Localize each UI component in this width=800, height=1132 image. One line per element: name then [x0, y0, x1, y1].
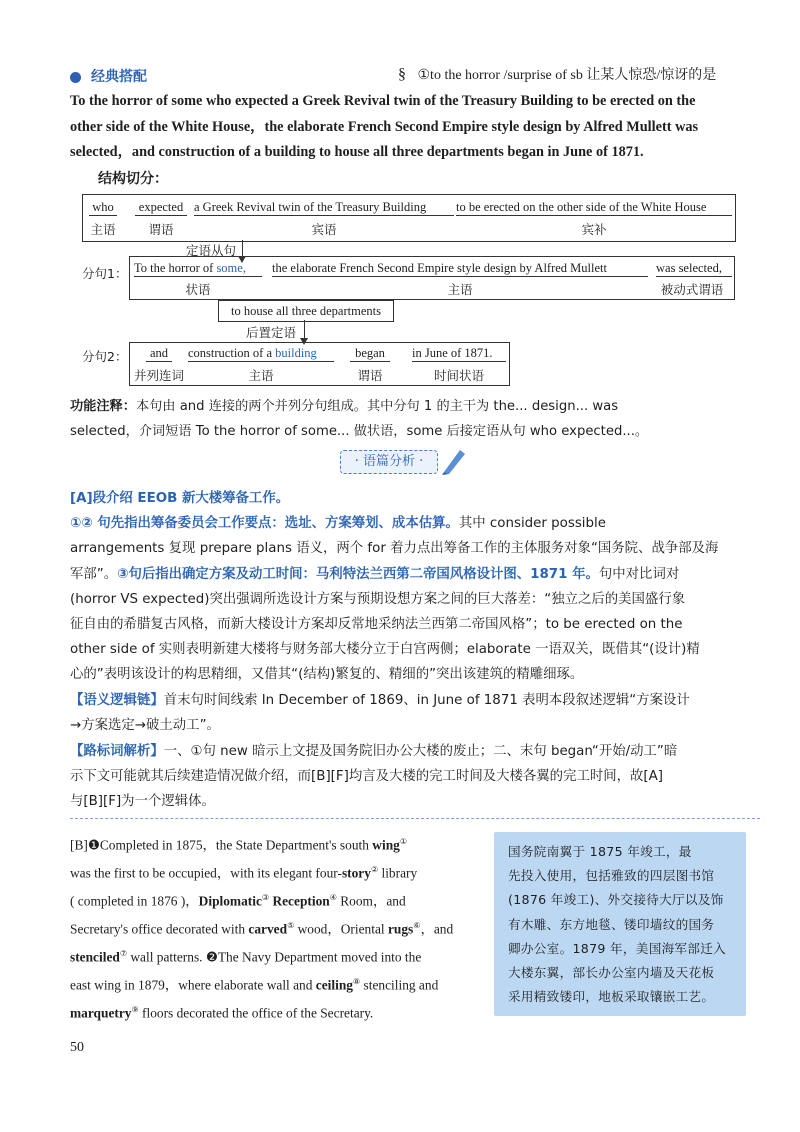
signpost-analysis	[70, 739, 760, 815]
row3-subject-role: 主语	[248, 368, 274, 383]
para-b-text: Room，and	[336, 893, 406, 909]
row3-building: building	[275, 346, 317, 360]
page-number: 50	[70, 1040, 84, 1055]
logic-chain-label: 【语义逻辑链】	[70, 693, 164, 708]
logic-chain-text: →方案选定→破土动工”。	[70, 718, 220, 734]
postpos-arrow-line	[304, 320, 305, 340]
bullet-dot-icon	[70, 72, 81, 83]
para-b-text: Completed in 1875，the State Department's south	[99, 837, 373, 853]
row1-expected: expected	[135, 200, 187, 216]
signpost-text: 一、①句 new 暗示上文提及国务院旧办公大楼的废止；二、末句 began“开始/动工”暗	[163, 744, 678, 759]
translation-line: (1876 年竣工)、外交接待大厅以及饰	[508, 892, 724, 908]
vocab-stenciled: stenciled	[70, 949, 120, 965]
signpost-text: 示下文可能就其后续建造情况做介绍，而[B][F]均言及大楼的完工时间及大楼各翼的完工时间，故[A]	[70, 769, 664, 785]
analysis-badge: · 语篇分析 ·	[340, 450, 438, 474]
row3-conj-role: 并列连词	[133, 368, 184, 383]
postpos-tag: 后置定语	[246, 325, 297, 340]
para-a-text: 军部”。	[70, 566, 118, 582]
row2-adverbial	[134, 261, 262, 277]
row2-adverbial-role: 状语	[185, 282, 211, 297]
vocab-number: ⑦	[119, 949, 128, 959]
main-sentence	[70, 89, 760, 166]
para-b-text: floors decorated the office of the Secretary.	[138, 1005, 374, 1021]
para-b-marker: [B]	[70, 837, 88, 853]
translation-line: 先投入使用，包括雅致的四层图书馆	[508, 868, 715, 884]
function-note-line: 本句由 and 连接的两个并列分句组成。其中分句 1 的主干为 the... design... was	[135, 399, 619, 414]
para-b-text: The Navy Department moved into the	[217, 949, 422, 965]
infinitive-box: to house all three departments	[218, 300, 394, 322]
vocab-number: ⑨	[131, 1005, 139, 1015]
sentence-2-icon: ❷	[205, 949, 218, 965]
row3-conj: and	[146, 346, 172, 362]
para-a-title: [A]段介绍 EEOB 新大楼筹备工作。	[70, 491, 290, 506]
para-a-text: (horror VS expected)突出强调所选设计方案与预期设想方案之间的巨大落差：“独立之后的美国盛行象	[70, 591, 686, 607]
vocab-story: story	[341, 865, 371, 881]
section-label: 经典搭配	[91, 69, 147, 85]
translation-line: 有木雕、东方地毯、镂印墙纹的国务	[508, 916, 715, 932]
para-b-text: ，and	[420, 921, 454, 937]
main-sentence-line: other side of the White House，the elaborate French Second Empire style design by Alfred Mullett was	[70, 118, 699, 135]
vocab-number: ⑤	[287, 921, 295, 931]
para-a-text: 心的”表明该设计的构思精细，又借其“(结构)繁复的、精细的”突出该建筑的精雕细琢。	[70, 667, 584, 683]
row3-verb: began	[350, 346, 390, 362]
row1-who-role: 主语	[90, 222, 116, 237]
clause1-label: 分句1：	[82, 266, 128, 281]
vocab-ceiling: ceiling	[315, 977, 353, 993]
para-a-text: other side of 实则表明新建大楼将与财务部大楼分立于白宫两侧；elaborate 一语双关，既借其“(设计)精	[70, 642, 700, 658]
clause-arrow-line	[242, 240, 243, 257]
main-sentence-line: selected，and construction of a building to house all three departments began in June of 1871.	[70, 144, 644, 160]
para-b	[70, 830, 482, 1026]
row1-who: who	[89, 200, 117, 216]
row1-expected-role: 谓语	[148, 222, 174, 237]
para-a-analysis	[70, 486, 760, 688]
row2-subject-role: 主语	[447, 282, 473, 297]
vocab-diplomatic: Diplomatic	[198, 893, 262, 909]
vocab-rugs: rugs	[387, 921, 414, 937]
para-a-text: arrangements 复现 prepare plans 语义，两个 for 着力点出筹备工作的主体服务对象“国务院、战争部及海	[70, 541, 719, 557]
row1-complement: to be erected on the other side of the White House	[456, 200, 732, 216]
para-b-text: ( completed in 1876 )，	[70, 893, 199, 909]
para-b-text: stenciling and	[360, 977, 439, 993]
para-a-highlight-2: ③句后指出确定方案及动工时间：马利特法兰西第二帝国风格设计图、1871 年。	[117, 566, 599, 582]
function-note	[70, 394, 760, 444]
signpost-label: 【路标词解析】	[70, 744, 164, 759]
row3-verb-role: 谓语	[357, 368, 383, 383]
para-a-highlight-1: ①② 句先指出筹备委员会工作要点：选址、方案筹划、成本估算。	[70, 516, 459, 532]
vocab-number: ⑥	[413, 921, 421, 931]
row3-subject-text: construction of a	[188, 346, 276, 360]
structure-heading: 结构切分：	[98, 171, 168, 187]
vocab-number: ③	[261, 893, 270, 903]
vocab-wing: wing	[372, 837, 400, 853]
vocab-number: ④	[329, 893, 337, 903]
function-note-line: selected，介词短语 To the horror of some... 做状语，some 后接定语从句 who expected...。	[70, 424, 649, 439]
translation-box	[494, 832, 746, 1016]
sentence-1-icon: ❶	[87, 837, 100, 853]
vocab-number: ②	[370, 865, 379, 875]
row1-object-role: 宾语	[311, 222, 337, 237]
vocab-carved: carved	[248, 921, 288, 937]
phrase-note-text: ①to the horror /surprise of sb 让某人惊恐/惊讶的是	[417, 68, 717, 83]
row3-time-role: 时间状语	[433, 368, 484, 383]
row2-some: some,	[216, 261, 246, 275]
clause2-label: 分句2：	[82, 349, 128, 364]
clause-tag: 定语从句	[186, 243, 237, 258]
logic-chain-text: 首末句时间线索 In December of 1869、in June of 1871 表明本段叙述逻辑“方案设计	[163, 693, 690, 708]
main-sentence-line: To the horror of some who expected a Greek Revival twin of the Treasury Building to be erected on the	[70, 93, 696, 109]
para-a-text: 句中对比词对	[598, 566, 680, 582]
section-sign-icon: §	[398, 66, 406, 83]
vocab-reception: Reception	[272, 893, 330, 909]
function-note-label: 功能注释：	[70, 399, 136, 414]
para-b-text: was the first to be occupied，with its elegant four-	[70, 865, 342, 881]
section-header	[70, 66, 147, 86]
row2-verb-role: 被动式谓语	[660, 282, 724, 297]
para-b-text: Secretary's office decorated with	[70, 921, 249, 937]
para-a-text: 征自由的希腊复古风格，而新大楼设计方案却反常地采纳法兰西第二帝国风格”；to be erected on the	[70, 617, 683, 633]
section-divider	[70, 818, 760, 819]
translation-line: 大楼东翼，部长办公室内墙及天花板	[508, 965, 715, 981]
translation-line: 采用精致镂印，地板采取镶嵌工艺。	[508, 989, 715, 1005]
para-b-text: wall patterns.	[127, 949, 206, 965]
row2-adverbial-text: To the horror of	[134, 261, 217, 275]
row2-verb: was selected,	[656, 261, 732, 277]
translation-line: 国务院南翼于 1875 年竣工，最	[508, 844, 692, 859]
vocab-marquetry: marquetry	[70, 1005, 132, 1021]
signpost-text: 与[B][F]为一个逻辑体。	[70, 794, 215, 810]
para-a-text: 其中 consider possible	[458, 516, 606, 532]
logic-chain	[70, 688, 760, 738]
para-b-text: wood，Oriental	[294, 921, 388, 937]
row2-subject: the elaborate French Second Empire style design by Alfred Mullett	[272, 261, 648, 277]
para-b-text: library	[378, 865, 418, 881]
para-b-text: east wing in 1879，where elaborate wall and	[70, 977, 316, 993]
row3-time: in June of 1871.	[412, 346, 506, 362]
vocab-number: ①	[399, 837, 408, 846]
row1-complement-role: 宾补	[581, 222, 607, 237]
row3-subject	[188, 346, 334, 362]
translation-line: 卿办公室。1879 年，美国海军部迁入	[508, 940, 727, 956]
phrase-note	[398, 64, 716, 84]
row1-object: a Greek Revival twin of the Treasury Building	[194, 200, 454, 216]
vocab-number: ⑧	[353, 977, 361, 987]
pen-icon	[440, 446, 468, 476]
